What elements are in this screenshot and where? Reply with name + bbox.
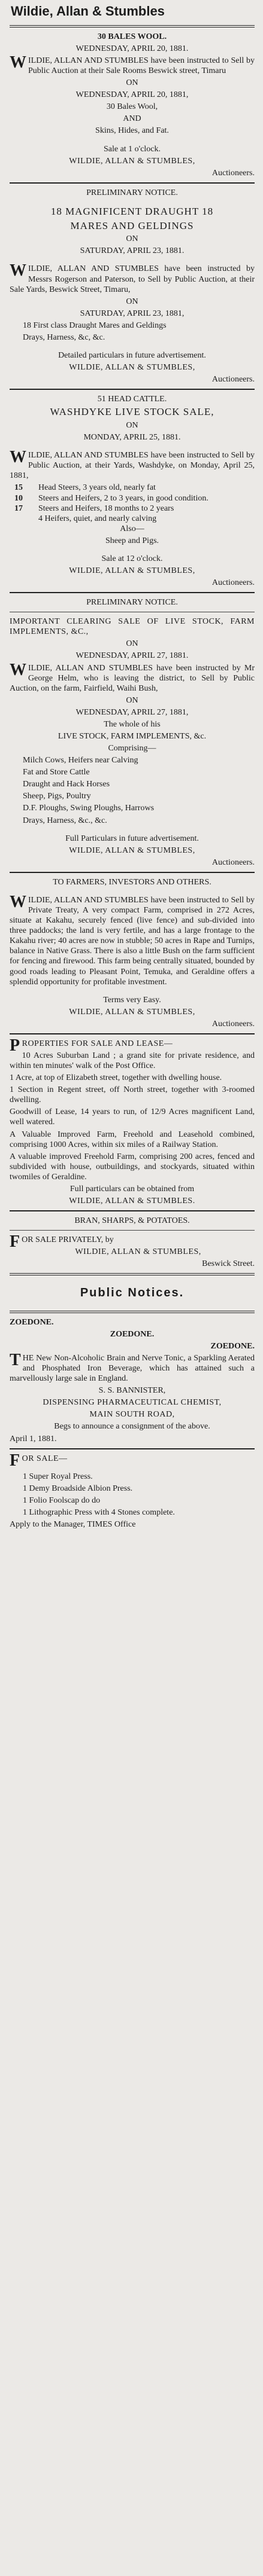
ad-body: THE New Non-Alcoholic Brain and Nerve Tonic, a Sparkling Aerated and Phosphated Iron Beverage, which has attained such a marvellously large sale in England. [10, 1351, 255, 1384]
ad-detail: Detailed particulars in future advertisement. [58, 351, 206, 361]
ad-zoedone [10, 1317, 255, 1444]
ad-item: Skins, Hides, and Fat. [95, 126, 169, 136]
ad-heading: PROPERTIES FOR SALE AND LEASE— [10, 1036, 173, 1055]
ad-firm: WILDIE, ALLAN & STUMBLES, [69, 566, 195, 575]
ad-item: D.F. Ploughs, Swing Ploughs, Harrows [23, 804, 155, 813]
ad-head-cattle [10, 394, 255, 588]
ad-address: Beswick Street. [202, 1259, 255, 1269]
ad-item: Goodwill of Lease, 14 years to run, of 12/9 Acres magnificent Land, well watered. [10, 1107, 255, 1127]
ad-heading: MARES AND GELDINGS [70, 219, 194, 231]
ad-on: ON [126, 78, 138, 88]
ad-farm-private-treaty [10, 877, 255, 1029]
ad-heading: 51 HEAD CATTLE. [97, 395, 167, 404]
ad-announce: Begs to announce a consignment of the above. [54, 1422, 210, 1432]
ad-date: WEDNESDAY, APRIL 27, 1881. [75, 651, 189, 661]
ad-firm: WILDIE, ALLAN & STUMBLES, [69, 1007, 195, 1017]
ad-bran-sharps [10, 1216, 255, 1269]
ad-item: A Valuable Improved Farm, Freehold and Leasehold combined, comprising 1000 Acres, within six miles of a Railway Station. [10, 1130, 255, 1149]
ad-date: MONDAY, APRIL 25, 1881. [83, 433, 181, 442]
ad-role: Auctioneers. [211, 578, 255, 588]
ad-subheading: WASHDYKE LIVE STOCK SALE, [50, 406, 214, 418]
ad-name: S. S. BANNISTER, [98, 1386, 166, 1396]
ad-presses-for-sale [10, 1451, 255, 1530]
ad-notice: PRELIMINARY NOTICE. [86, 598, 178, 608]
masthead-title: Wildie, Allan & Stumbles [11, 4, 165, 19]
ad-item: 1 Demy Broadside Albion Press. [23, 1484, 133, 1493]
ad-date: April 1, 1881. [10, 1434, 57, 1443]
ad-draught-mares [10, 188, 255, 384]
ad-body: WILDIE, ALLAN AND STUMBLES have been instructed to Sell by Private Treaty, A very compact Farm, comprised in 272 Acres, situate at Kakahu, securely fenced (live fence) and sub-divided into three paddocks; the land is very fertile, and has a large frontage to the Kakahu river; 40 acres are now in stubble; 50 acres in Rape and Turnips, balance in Native Grass. There is also a little Bush on the farm sufficient for fencing and firewood. This farm being centrally situated, bounded by good roads leading to Pleasant Point, Temuka, and Geraldine offers a splendid opportunity for profitable investment. [10, 892, 255, 987]
lot-text: Steers and Heifers, 18 months to 2 years [38, 503, 174, 513]
ad-role: Auctioneers. [211, 375, 255, 384]
ad-clearing-sale [10, 597, 255, 868]
lot-number: 10 [14, 493, 23, 503]
ad-item: Drays, Harness, &c., &c. [23, 816, 107, 825]
lot-row [10, 514, 255, 524]
ad-time: Sale at 1 o'clock. [103, 144, 161, 154]
ad-item: Sheep and Pigs. [105, 536, 159, 545]
ad-item: Drays, Harness, &c, &c. [23, 332, 105, 342]
lot-number: 17 [14, 503, 23, 513]
ad-date-repeat: SATURDAY, APRIL 23, 1881, [80, 309, 185, 318]
ad-properties-for-sale [10, 1036, 255, 1206]
ad-also: Also— [120, 524, 144, 533]
ad-date-repeat: WEDNESDAY, APRIL 20, 1881, [75, 90, 189, 100]
ad-item: 1 Folio Foolscap do do [23, 1495, 101, 1505]
divider [10, 592, 255, 593]
ad-item: 1 Lithographic Press with 4 Stones complete. [23, 1507, 175, 1517]
ad-heading: ZOEDONE. [10, 1317, 54, 1327]
lot-text: 4 Heifers, quiet, and nearly calving [38, 514, 157, 523]
ad-firm: WILDIE, ALLAN & STUMBLES, [69, 846, 195, 855]
ad-item: Draught and Hack Horses [23, 780, 110, 789]
ad-item: 1 Super Royal Press. [23, 1472, 93, 1481]
ad-item: 18 First class Draught Mares and Geldings [23, 321, 167, 330]
ad-item: 1 Section in Regent street, off North street, together with 3-roomed dwelling. [10, 1085, 255, 1105]
ad-notice: PRELIMINARY NOTICE. [86, 188, 178, 197]
divider [10, 872, 255, 873]
ad-address: MAIN SOUTH ROAD, [89, 1410, 175, 1420]
lot-row [10, 483, 255, 493]
lot-text: Steers and Heifers, 2 to 3 years, in good condition. [38, 493, 208, 503]
ad-on: ON [126, 297, 138, 306]
ad-body: FOR SALE PRIVATELY, by [10, 1232, 114, 1252]
ad-heading: 18 MAGNIFICENT DRAUGHT 18 [50, 205, 214, 217]
ad-body: WILDIE, ALLAN AND STUMBLES have been instructed by Messrs Rogerson and Paterson, to Sell by Public Auction, at their Sale Yards, Beswick Street, Timaru, [10, 261, 255, 294]
ad-item: A valuable improved Freehold Farm, comprising 200 acres, fenced and subdivided with house, outbuildings, and stockyards, situated within twomiles of Geraldine. [10, 1152, 255, 1182]
ad-apply: Apply to the Manager, TIMES Office [10, 1520, 136, 1530]
ad-role: Auctioneers. [211, 1019, 255, 1028]
ad-role: Auctioneers. [211, 168, 255, 178]
ad-firm: WILDIE, ALLAN & STUMBLES, [69, 363, 195, 373]
divider [10, 1210, 255, 1211]
ad-on: ON [126, 234, 138, 244]
ad-heading: BRAN, SHARPS, & POTATOES. [74, 1216, 190, 1226]
lot-text: Head Steers, 3 years old, nearly fat [38, 483, 156, 493]
ad-body: WILDIE, ALLAN AND STUMBLES have been instructed by Mr George Helm, who is leaving the district, to Sell by Public Auction, on the farm, Fairfield, Waihi Bush, [10, 660, 255, 693]
ad-item: Milch Cows, Heifers near Calving [23, 756, 138, 765]
divider [10, 1033, 255, 1034]
lot-number: 15 [14, 483, 23, 493]
ad-whole: The whole of his [104, 719, 161, 729]
divider [10, 1311, 255, 1313]
ad-on: ON [126, 421, 138, 431]
lot-number [14, 514, 32, 524]
ad-and: AND [123, 114, 141, 124]
ad-firm: WILDIE, ALLAN & STUMBLES, [75, 1247, 201, 1257]
lot-row [10, 503, 255, 514]
ad-date-repeat: WEDNESDAY, APRIL 27, 1881, [75, 707, 189, 717]
ad-heading: 30 BALES WOOL. [97, 32, 167, 41]
divider [10, 389, 255, 390]
ad-time: Sale at 12 o'clock. [101, 554, 163, 563]
ad-on: ON [126, 695, 138, 705]
ad-item: Fat and Store Cattle [23, 768, 90, 777]
ad-item: 30 Bales Wool, [106, 102, 158, 112]
divider [10, 1448, 255, 1449]
ad-detail: Full particulars can be obtained from [69, 1184, 195, 1194]
ad-on: ON [126, 639, 138, 649]
ad-terms: Terms very Easy. [103, 995, 161, 1005]
ad-trade: DISPENSING PHARMACEUTICAL CHEMIST, [43, 1398, 222, 1408]
divider [10, 182, 255, 184]
ad-stock: LIVE STOCK, FARM IMPLEMENTS, &c. [58, 732, 207, 741]
ad-wool-sale [10, 32, 255, 178]
ad-heading: FOR SALE— [10, 1451, 68, 1470]
ad-item: 1 Acre, at top of Elizabeth street, together with dwelling house. [10, 1073, 222, 1083]
ad-comprising: Comprising— [108, 744, 156, 753]
ad-role: Auctioneers. [211, 857, 255, 867]
ad-date: WEDNESDAY, APRIL 20, 1881. [75, 44, 189, 53]
ad-detail: Full Particulars in future advertisement. [65, 834, 199, 843]
lot-row [10, 493, 255, 503]
section-heading: Public Notices. [80, 1286, 185, 1300]
ad-firm: WILDIE, ALLAN & STUMBLES. [69, 1196, 195, 1205]
ad-heading: ZOEDONE. [110, 1329, 155, 1339]
ad-item: Sheep, Pigs, Poultry [23, 792, 91, 801]
ad-heading: TO FARMERS, INVESTORS AND OTHERS. [53, 877, 211, 887]
ad-firm: WILDIE, ALLAN & STUMBLES, [69, 156, 195, 166]
ad-body: WILDIE, ALLAN AND STUMBLES have been instructed to Sell by Public Auction at their Sale Rooms Beswick street, Timaru [10, 53, 255, 76]
divider [10, 1230, 255, 1231]
divider [10, 1273, 255, 1275]
ad-body: WILDIE, ALLAN AND STUMBLES have been instructed to Sell by Public Auction, at their Yards, Washdyke, on Monday, April 25, 1881, [10, 448, 255, 481]
ad-item: 10 Acres Suburban Land ; a grand site for private residence, and within ten minutes' walk of the Post Office. [10, 1051, 255, 1071]
ad-date: SATURDAY, APRIL 23, 1881. [80, 246, 185, 256]
divider [10, 25, 255, 28]
ad-heading: ZOEDONE. [210, 1341, 255, 1351]
ad-heading: IMPORTANT CLEARING SALE OF LIVE STOCK, FARM IMPLEMENTS, &C., [10, 617, 255, 637]
